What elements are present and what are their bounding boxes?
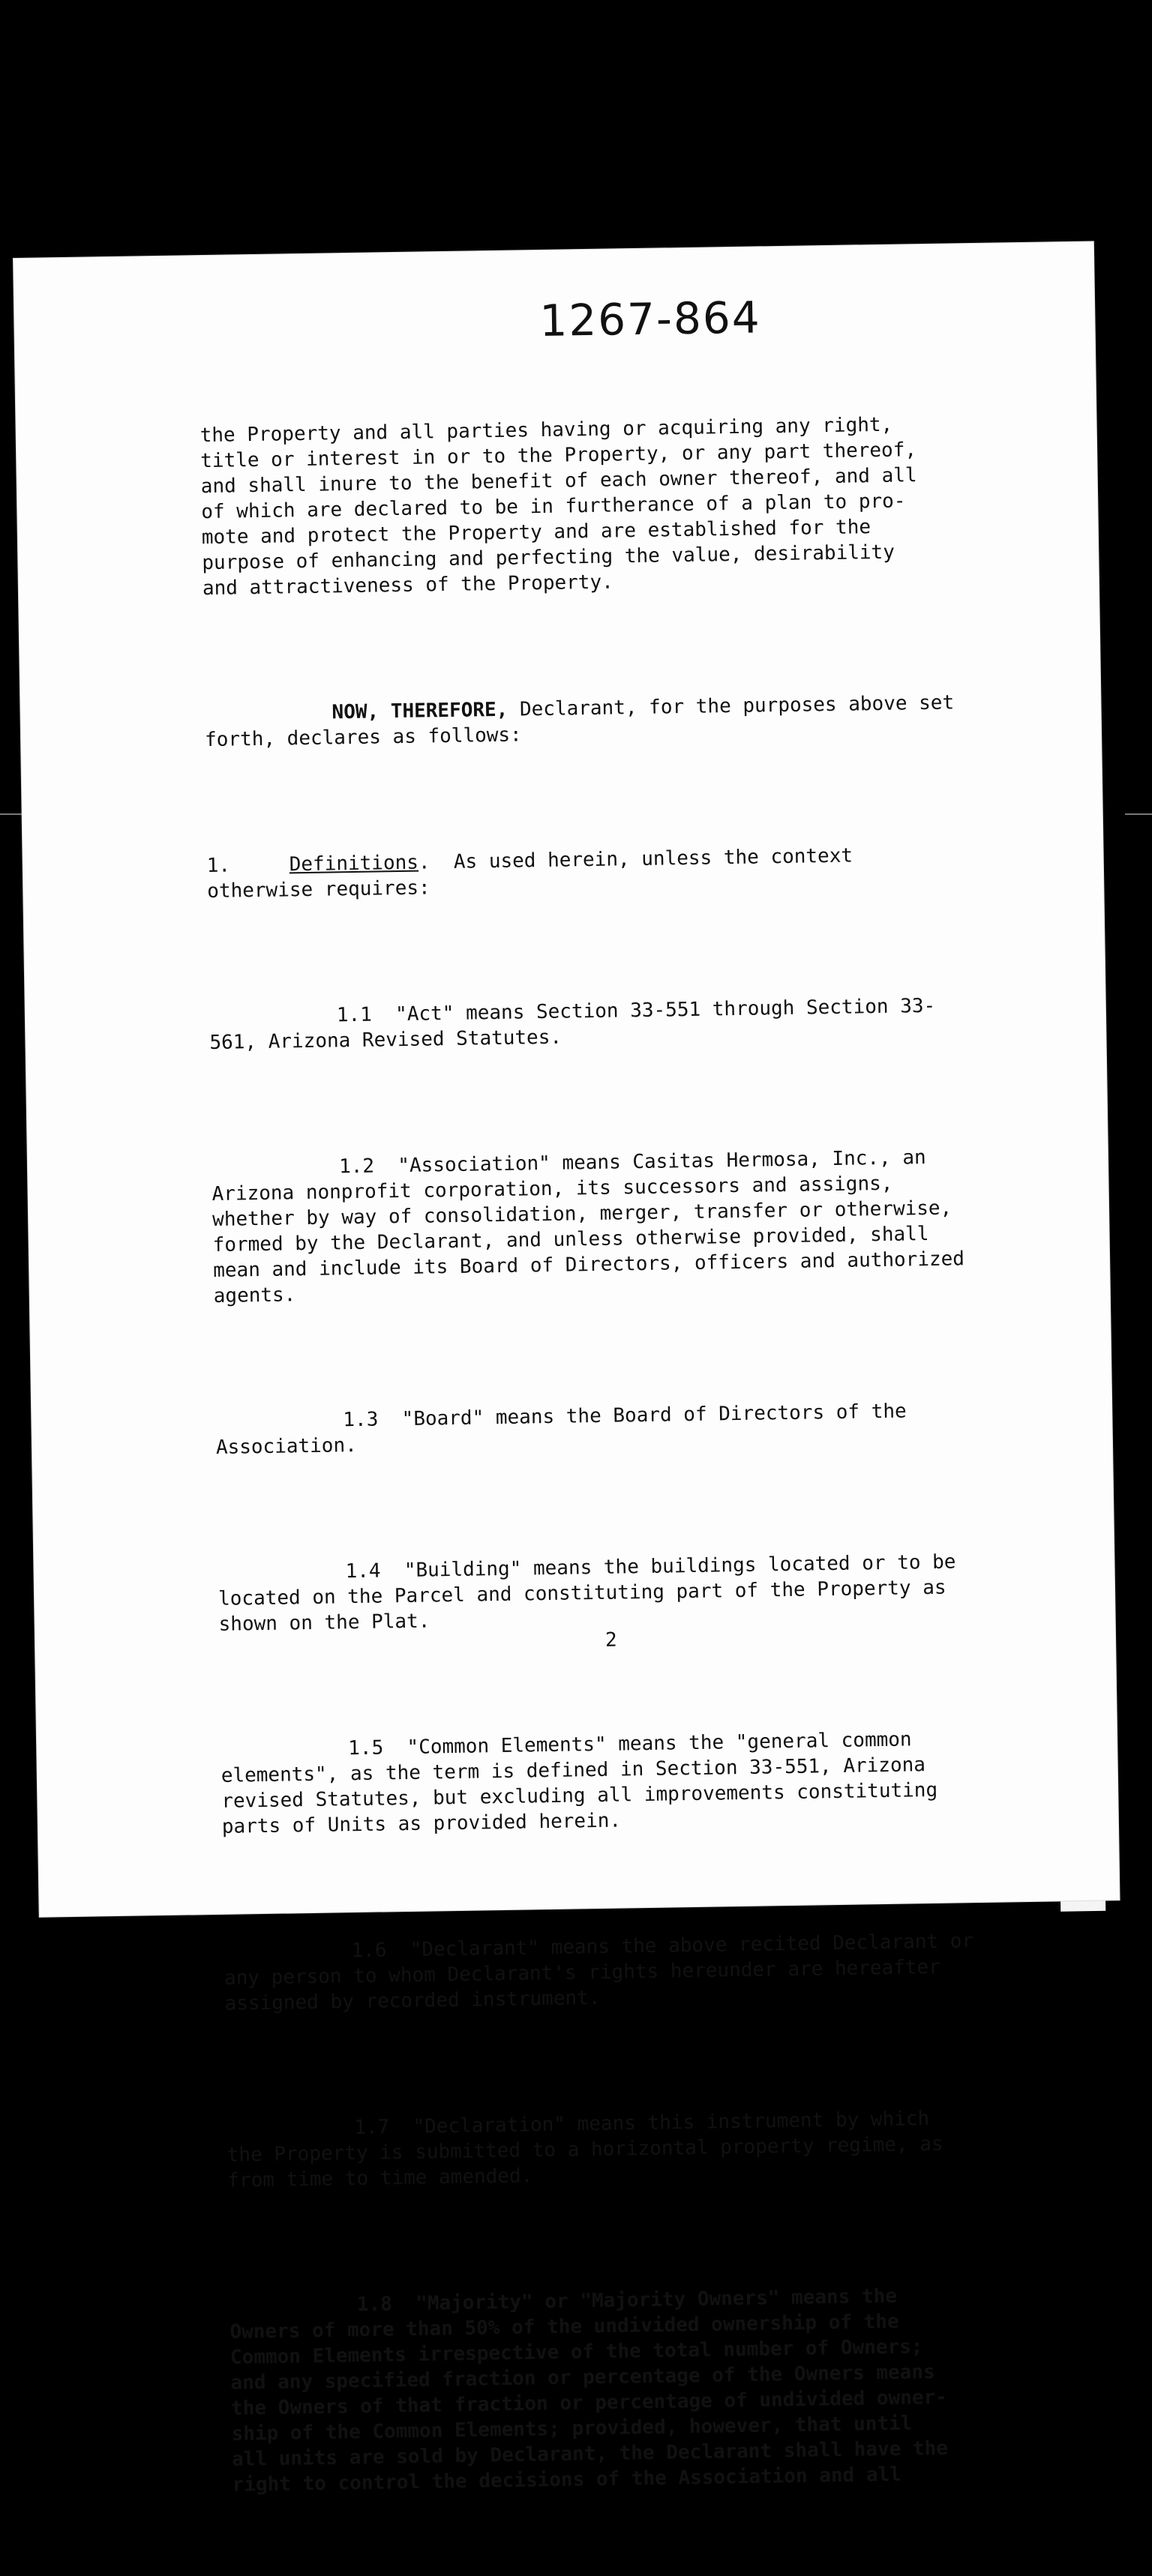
definition-first-line: "Association" means Casitas Hermosa, Inc., an	[398, 1146, 926, 1178]
definition-rest: any person to whom Declarant's rights hereunder are hereafter assigned by recorded instrument.	[224, 1955, 941, 2015]
definition-first-line: "Declarant" means the above recited Declarant or	[410, 1930, 974, 1961]
definition-first-line: "Board" means the Board of Directors of the	[401, 1400, 907, 1431]
definition-number: 1.2	[338, 1155, 375, 1179]
definition-first-line: "Act" means Section 33-551 through Section 33-	[394, 994, 936, 1026]
definition-item	[230, 2281, 1072, 2498]
scan-noise-line	[1125, 813, 1152, 815]
definition-item	[224, 1927, 1064, 2017]
definition-first-line: "Declaration" means this instrument by which	[412, 2107, 930, 2138]
definition-number: 1.1	[336, 1003, 373, 1027]
definition-rest: 561, Arizona Revised Statutes.	[209, 1026, 562, 1055]
definition-rest: Arizona nonprofit corporation, its successors and assigns, whether by way of consolidation, merger, transfer or otherwise, formed by the Declarant, and unless otherwise provided, shall mean and include its Board of Directors, officers and authorized agents.	[212, 1172, 965, 1307]
definition-item	[218, 1547, 1058, 1637]
definition-number: 1.6	[351, 1939, 387, 1963]
definition-number: 1.8	[356, 2293, 393, 2317]
definition-item	[209, 991, 1050, 1056]
now-therefore-rest: Declarant, for the purposes above set forth, declares as follows:	[204, 691, 955, 752]
definition-first-line: "Building" means the buildings located or to be	[404, 1550, 956, 1583]
definition-number: 1.4	[345, 1559, 381, 1583]
definition-number: 1.5	[348, 1736, 384, 1760]
definition-item	[215, 1396, 1056, 1460]
definition-rest: Owners of more than 50% of the undivided ownership of the Common Elements irrespective of the total number of Owners; and any specified fraction or percentage of the Owners means the Owners of that fraction or percentage of undivided owner- ship of the Common Elements; provided, however, that until all units are sold by Declarant, the Declarant shall have the right to control the decisions of the Association and all	[230, 2310, 949, 2497]
section-title: Definitions	[289, 851, 419, 876]
page-reference-number: 1267-864	[538, 292, 762, 346]
definition-rest: the Property is submitted to a horizontal property regime, as from time to time amended.	[226, 2132, 944, 2192]
intro-paragraph: the Property and all parties having or acquiring any right, title or interest in or to the Property, or any part thereof, and shall inure to the benefit of each owner thereof, and all of which are declared to be in furtherance of a plan to pro- mote and protect the Property and are established for the purpose of enhancing and perfecting the value, desirability and attractiveness of the Property.	[200, 413, 917, 601]
definition-first-line: "Common Elements" means the "general common	[406, 1728, 912, 1760]
definition-item	[226, 2104, 1067, 2194]
section-number: 1.	[206, 854, 231, 878]
now-therefore-lead: NOW, THEREFORE,	[332, 698, 508, 724]
scan-noise-line	[0, 813, 22, 815]
definition-first-line: "Majority" or "Majority Owners" means the	[415, 2284, 898, 2315]
definition-number: 1.7	[353, 2116, 390, 2140]
definition-item	[212, 1143, 1054, 1309]
definition-rest: Association.	[215, 1434, 358, 1459]
section-heading-definitions	[206, 840, 1047, 904]
now-therefore-paragraph	[204, 688, 1045, 753]
definition-number: 1.3	[343, 1408, 379, 1432]
definition-item	[220, 1724, 1062, 1840]
document-page	[14, 241, 1120, 2497]
document-body	[199, 359, 1073, 2573]
definition-rest: located on the Parcel and constituting part of the Property as shown on the Plat.	[218, 1576, 946, 1636]
page-footer-number: 2	[604, 1628, 617, 1652]
section-intro: . As used herein, unless the context otherwise requires:	[207, 844, 854, 903]
definition-rest: elements", as the term is defined in Section 33-551, Arizona revised Statutes, but excluding all improvements constituting parts of Units as provided herein.	[220, 1754, 938, 1838]
